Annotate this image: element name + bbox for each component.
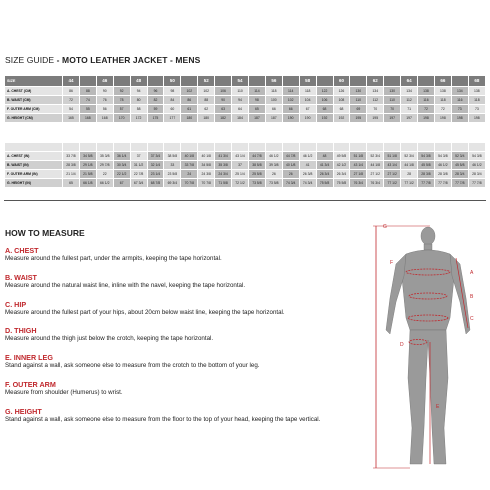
table-cell: 69 3/4 [164,179,181,188]
table-cell: 70 [384,105,401,114]
table-cell: 68 [333,105,350,114]
table-cell: 94 [232,96,249,105]
table-cell: 21 5/8 [79,170,96,179]
measure-heading: E. INNER LEG [5,353,53,362]
table-cell: 46 1/2 [468,161,485,170]
table-cell: 43 1/4 [232,152,249,161]
table-cell: 100 [265,96,282,105]
table-cell: 66 [282,105,299,114]
table-cell: 76 [96,96,113,105]
table-cell: 52 3/4 [367,152,384,161]
table-cell: 24 [181,170,198,179]
table-cell: 102 [282,96,299,105]
table-cell: 88 [79,87,96,96]
table-cell: 67 3/4 [130,179,147,188]
table-cell: 64 [232,105,249,114]
table-cell: 74 3/4 [282,179,299,188]
body-silhouette [386,227,470,464]
title-bold: - MOTO LEATHER JACKET - MENS [56,55,201,65]
table-cell: 23 5/8 [164,170,181,179]
table-cell: 195 [350,114,367,123]
table-cell: 198 [468,114,485,123]
table-cell: 28 [401,170,418,179]
table-cell: 24 3/8 [198,170,215,179]
size-header-cell: 48 [130,76,147,87]
table-cell: 118 [434,96,451,105]
table-cell: 44 7/8 [248,152,265,161]
table-cell: 134 [401,87,418,96]
table-cell: 76 3/4 [350,179,367,188]
table-row [5,152,486,161]
label-a: A [470,270,474,276]
table-cell: 28 3/8 [63,161,80,170]
table-cell: 26 [265,170,282,179]
table-cell: 51 1/8 [384,152,401,161]
table-cell: 175 [147,114,164,123]
table-cell: 168 [96,114,113,123]
table-cell: 86 [63,87,80,96]
table-cell: 75 5/8 [316,179,333,188]
measure-heading: D. THIGH [5,326,37,335]
table-cell: 90 [215,96,232,105]
table-cell: 106 [215,87,232,96]
table-cell: 190 [299,114,316,123]
table-cell: 110 [384,96,401,105]
table-cell: 40 1/8 [181,152,198,161]
size-header-cell [282,76,299,87]
table-cell: 66 1/2 [96,179,113,188]
table-cell: 67 [113,179,130,188]
table-cell: 28 3/4 [451,170,468,179]
table-cell: 33 7/8 [63,152,80,161]
table-cell: 23 1/4 [147,170,164,179]
how-to-measure-title: HOW TO MEASURE [5,228,85,238]
size-header-cell [418,76,435,87]
table-cell: 80 [130,96,147,105]
table-cell: 134 [451,87,468,96]
table-cell: 78 [113,96,130,105]
table-cell: 28 3/8 [434,170,451,179]
table-cell: 68 7/8 [147,179,164,188]
table-cell: 22 7/8 [130,170,147,179]
table-cell: 60 [164,105,181,114]
table-cell: 114 [248,87,265,96]
row-label: F. OUTER ARM (IN) [5,170,63,179]
spacer-row [5,143,486,152]
table-cell: 48 [316,152,333,161]
table-cell: 138 [418,87,435,96]
table-cell: 73 5/8 [265,179,282,188]
table-cell: 106 [316,96,333,105]
table-cell: 40 1/8 [282,161,299,170]
table-cell: 84 [164,96,181,105]
table-row [5,105,486,114]
table-cell: 72 [434,105,451,114]
table-cell: 116 [451,96,468,105]
page-title [5,55,200,65]
table-cell: 26 3/8 [299,170,316,179]
label-g: G [383,224,387,230]
table-row [5,161,486,170]
table-cell: 112 [401,96,418,105]
table-cell: 180 [198,114,215,123]
size-header-cell: 68 [468,76,485,87]
table-cell: 197 [384,114,401,123]
table-cell: 38 5/8 [164,152,181,161]
table-cell: 24 3/4 [215,170,232,179]
table-cell: 44 7/8 [282,152,299,161]
size-header-cell: 50 [164,76,181,87]
table-cell: 71 5/8 [215,179,232,188]
table-cell: 37 [232,161,249,170]
table-cell: 96 [147,87,164,96]
size-header-cell [113,76,130,87]
table-cell: 49 5/8 [333,152,350,161]
table-cell: 118 [468,96,485,105]
table-cell: 104 [299,96,316,105]
measure-description: Measure around the fullest part, under the armpits, keeping the tape horizontal. [5,255,222,262]
table-cell: 114 [282,87,299,96]
table-cell: 177 [164,114,181,123]
table-cell: 74 [79,96,96,105]
table-cell: 118 [299,87,316,96]
table-cell: 70 [367,105,384,114]
table-cell: 165 [63,114,80,123]
table-cell: 102 [181,87,198,96]
table-cell: 73 [451,105,468,114]
table-cell: 88 [198,96,215,105]
table-cell: 57 [113,105,130,114]
table-cell: 61 [181,105,198,114]
table-cell: 29 1/8 [79,161,96,170]
table-cell: 190 [282,114,299,123]
table-cell: 130 [350,87,367,96]
row-label: A. CHEST (IN) [5,152,63,161]
table-cell: 198 [434,114,451,123]
table-cell: 72 [418,105,435,114]
table-cell: 168 [79,114,96,123]
table-cell: 59 [147,105,164,114]
table-row [5,87,486,96]
table-cell: 77 1/2 [401,179,418,188]
table-cell: 31 1/2 [130,161,147,170]
table-cell: 26 3/4 [316,170,333,179]
size-header-cell: 62 [367,76,384,87]
table-cell: 110 [350,96,367,105]
table-cell: 54 3/8 [434,152,451,161]
row-label: B. WAIST (IN) [5,161,63,170]
table-cell: 72 [63,96,80,105]
size-header-cell [181,76,198,87]
measure-item [5,300,375,317]
table-cell: 71 [401,105,418,114]
table-cell: 197 [401,114,418,123]
table-cell: 28 3/8 [418,170,435,179]
table-cell: 134 [367,87,384,96]
table-cell: 82 [147,96,164,105]
table-cell: 67 [299,105,316,114]
section-divider [4,200,486,201]
table-cell: 192 [333,114,350,123]
size-header-cell: 60 [333,76,350,87]
measure-description: Stand against a wall, ask someone else to measure from the crotch to the bottom of your leg. [5,362,260,369]
table-cell: 38 5/8 [248,161,265,170]
table-cell: 46 1/2 [265,152,282,161]
table-cell: 27 1/8 [350,170,367,179]
size-header-cell: 46 [96,76,113,87]
table-cell: 52 3/4 [451,152,468,161]
table-cell: 66 [265,105,282,114]
table-cell: 27 1/2 [384,170,401,179]
table-cell: 40 1/8 [198,152,215,161]
table-cell: 70 7/8 [198,179,215,188]
table-cell: 198 [451,114,468,123]
table-cell: 110 [232,87,249,96]
table-cell: 41 3/4 [215,152,232,161]
size-header-cell: 52 [198,76,215,87]
table-cell: 138 [434,87,451,96]
table-cell: 28 3/4 [468,170,485,179]
measure-item [5,273,375,290]
table-cell: 98 [248,96,265,105]
table-row [5,114,486,123]
table-cell: 187 [248,114,265,123]
table-cell: 184 [232,114,249,123]
table-row [5,170,486,179]
table-cell: 92 [113,87,130,96]
table-cell: 30 3/4 [113,161,130,170]
table-cell: 44 1/8 [401,161,418,170]
size-header-cell [147,76,164,87]
table-cell: 36 1/4 [113,152,130,161]
table-cell: 112 [367,96,384,105]
table-cell: 45 5/8 [451,161,468,170]
label-d: D [400,342,404,348]
table-cell: 35 3/8 [215,161,232,170]
measure-description: Stand against a wall, ask someone else to measure from the floor to the top of your head, keeping the tape vertical. [5,416,321,423]
table-cell: 51 1/8 [350,152,367,161]
table-cell: 170 [113,114,130,123]
table-cell: 68 [316,105,333,114]
table-cell: 39 3/8 [265,161,282,170]
table-cell: 37 3/4 [147,152,164,161]
table-cell: 26 3/4 [333,170,350,179]
label-c: C [470,316,474,322]
table-cell: 195 [367,114,384,123]
table-cell: 54 3/8 [418,152,435,161]
title-light: SIZE GUIDE [5,55,55,65]
table-row [5,179,486,188]
table-cell: 55 [79,105,96,114]
table-cell: 63 [215,105,232,114]
size-header-cell: 64 [401,76,418,87]
table-cell: 41 [299,161,316,170]
table-cell: 126 [333,87,350,96]
table-cell: 54 3/8 [468,152,485,161]
table-cell: 25 5/8 [248,170,265,179]
table-cell: 172 [130,114,147,123]
table-cell: 43 1/4 [384,161,401,170]
size-header-cell: 66 [434,76,451,87]
table-cell: 138 [468,87,485,96]
measure-description: Measure around the thigh just below the crotch, keeping the tape horizontal. [5,335,214,342]
table-cell: 122 [316,87,333,96]
table-cell: 72 1/2 [232,179,249,188]
table-cell: 25 1/4 [232,170,249,179]
table-cell: 65 [63,179,80,188]
table-cell: 73 [468,105,485,114]
table-cell: 75 5/8 [333,179,350,188]
measure-item [5,326,375,343]
row-label: A. CHEST (CM) [5,87,63,96]
body-measurement-figure [370,218,488,480]
table-cell: 130 [384,87,401,96]
measure-heading: F. OUTER ARM [5,380,56,389]
table-cell: 86 [181,96,198,105]
label-e: E [436,404,440,410]
size-table-in [4,142,486,188]
table-cell: 77 7/8 [451,179,468,188]
size-header-cell [215,76,232,87]
table-cell: 73 5/8 [248,179,265,188]
row-label: G. HEIGHT (IN) [5,179,63,188]
measure-description: Measure from shoulder (Humerus) to wrist. [5,389,123,396]
table-cell: 76 3/4 [367,179,384,188]
table-cell: 77 7/8 [468,179,485,188]
table-cell: 43 1/4 [350,161,367,170]
table-cell: 192 [316,114,333,123]
table-cell: 45 5/8 [418,161,435,170]
table-cell: 187 [265,114,282,123]
table-cell: 44 1/8 [367,161,384,170]
table-cell: 118 [265,87,282,96]
table-cell: 98 [164,87,181,96]
table-cell: 54 [63,105,80,114]
measure-description: Measure around the fullest part of your hips, about 20cm below waist line, keeping the tape horizontal. [5,309,285,316]
table-cell: 77 7/8 [418,179,435,188]
size-header-cell: 56 [265,76,282,87]
size-header-cell [384,76,401,87]
row-label: F. OUTER ARM (CM) [5,105,63,114]
table-cell: 34 5/8 [198,161,215,170]
size-header-cell [79,76,96,87]
measure-item [5,246,375,263]
table-cell: 108 [333,96,350,105]
size-header-cell: 54 [232,76,249,87]
row-label: G. HEIGHT (CM) [5,114,63,123]
size-header-cell [350,76,367,87]
table-cell: 90 [96,87,113,96]
measure-heading: C. HIP [5,300,27,309]
table-cell: 52 3/4 [401,152,418,161]
table-cell: 33 7/8 [181,161,198,170]
row-label: B. WAIST (CM) [5,96,63,105]
size-header-cell [451,76,468,87]
table-cell: 22 [96,170,113,179]
table-cell: 37 [130,152,147,161]
size-header-row [5,76,486,87]
table-cell: 182 [215,114,232,123]
size-header-cell: 58 [299,76,316,87]
size-header-cell [248,76,265,87]
table-cell: 65 [248,105,265,114]
size-header-cell [316,76,333,87]
table-cell: 198 [418,114,435,123]
table-cell: 41 3/4 [316,161,333,170]
table-cell: 94 [130,87,147,96]
measure-item [5,380,375,397]
table-cell: 116 [418,96,435,105]
table-cell: 77 7/8 [434,179,451,188]
table-cell: 77 1/2 [384,179,401,188]
table-cell: 70 7/8 [181,179,198,188]
table-cell: 74 3/4 [299,179,316,188]
size-header-label: SIZE [5,76,63,87]
table-cell: 42 1/2 [333,161,350,170]
measure-heading: G. HEIGHT [5,407,42,416]
table-cell: 34 5/8 [79,152,96,161]
table-cell: 46 1/2 [434,161,451,170]
table-cell: 32 1/4 [147,161,164,170]
measure-item [5,353,375,370]
label-b: B [470,294,474,300]
table-cell: 58 [130,105,147,114]
table-cell: 69 [350,105,367,114]
table-cell: 33 [164,161,181,170]
table-cell: 66 1/8 [79,179,96,188]
measure-description: Measure around the natural waist line, inline with the navel, keeping the tape horizontal. [5,282,246,289]
measure-heading: A. CHEST [5,246,39,255]
table-row [5,96,486,105]
table-cell: 27 1/2 [367,170,384,179]
size-header-cell: 44 [63,76,80,87]
table-cell: 35 3/8 [96,152,113,161]
table-cell: 29 7/8 [96,161,113,170]
size-table-cm [4,75,486,123]
table-cell: 62 [198,105,215,114]
table-cell: 26 [282,170,299,179]
measure-item [5,407,375,424]
table-cell: 56 [96,105,113,114]
table-cell: 180 [181,114,198,123]
table-cell: 22 1/2 [113,170,130,179]
table-cell: 21 1/4 [63,170,80,179]
measure-heading: B. WAIST [5,273,37,282]
table-cell: 102 [198,87,215,96]
table-cell: 46 1/2 [299,152,316,161]
label-f: F [390,260,394,266]
